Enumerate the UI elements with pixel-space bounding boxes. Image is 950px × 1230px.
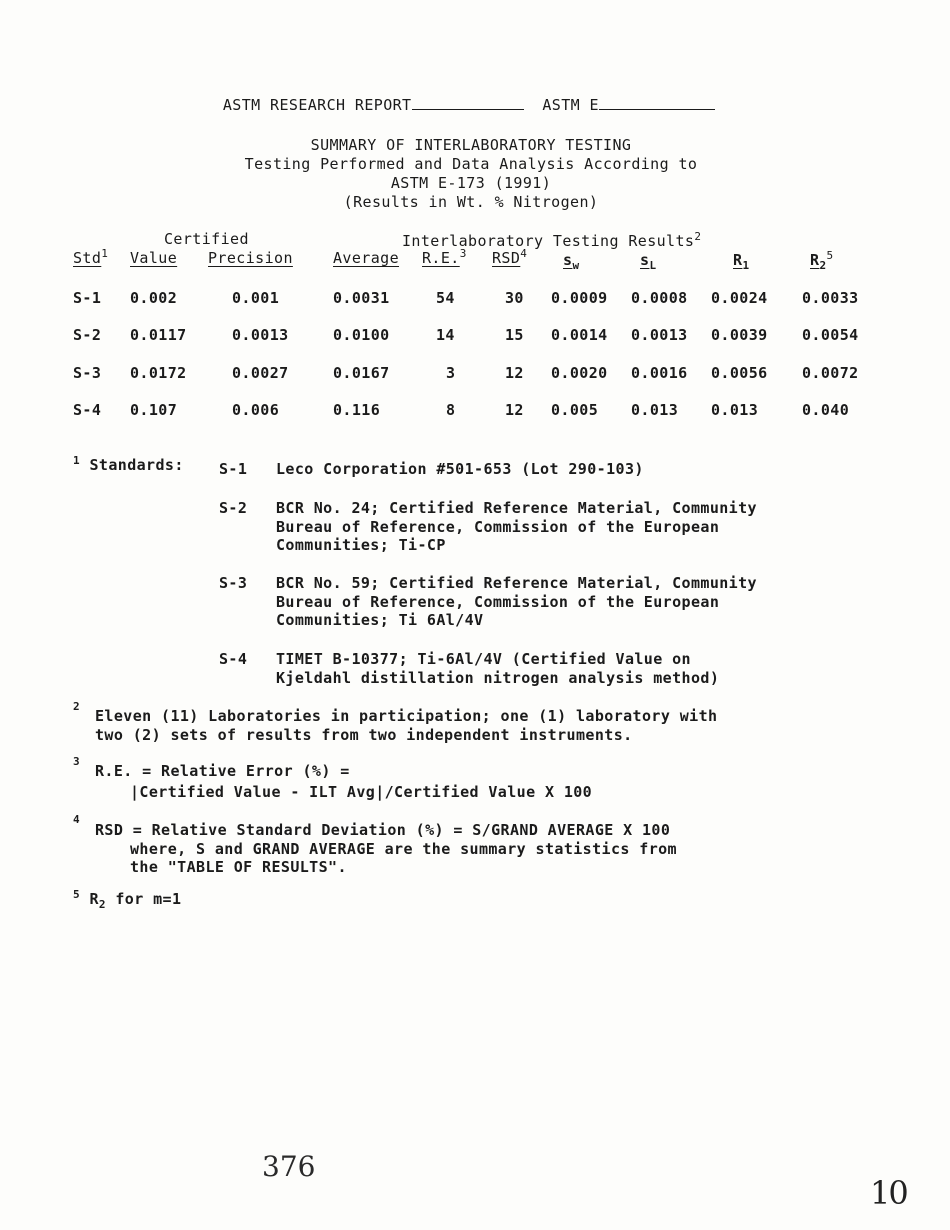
report-number-blank [412,97,524,110]
footnote-mark: 4 [73,813,81,826]
title-line-4: (Results in Wt. % Nitrogen) [343,193,599,211]
standard-desc: Kjeldahl distillation nitrogen analysis method) [276,669,720,687]
footnote-text: RSD = Relative Standard Deviation (%) = S/GRAND AVERAGE X 100 [95,821,671,839]
footnote-mark: 2 [73,700,81,713]
title-line-2: Testing Performed and Data Analysis According to [244,155,698,173]
cell-precision: 0.0027 [232,364,289,382]
footnote-5: $^5$ $R_2$ for m=1 [73,888,182,911]
cell-std: S-3 [73,364,102,382]
cell-sw: 0.0014 [551,326,608,344]
cell-r2: 0.0072 [802,364,859,382]
col-std: Std$^1$ [73,247,109,267]
standard-id: S-4 [219,650,248,668]
cell-sl: 0.0013 [631,326,688,344]
cell-value: 0.107 [130,401,178,419]
page-number: 376 [262,1150,316,1183]
footnote-text: R.E. = Relative Error (%) = [95,762,350,780]
cell-rsd: 12 [505,401,524,419]
cell-rsd: 12 [505,364,524,382]
standard-desc: Bureau of Reference, Commission of the European [276,518,720,536]
standard-desc: BCR No. 59; Certified Reference Material, Community [276,574,757,592]
report-header [204,78,715,114]
col-sl: $s_L$ [640,251,657,272]
col-rsd: RSD$^4$ [492,247,528,267]
cell-re: 14 [436,326,455,344]
cell-average: 0.0031 [333,289,390,307]
cell-r1: 0.013 [711,401,759,419]
title-line-1: SUMMARY OF INTERLABORATORY TESTING [310,136,632,154]
cell-precision: 0.006 [232,401,280,419]
cell-average: 0.116 [333,401,381,419]
group-certified: Certified [164,230,249,248]
cell-value: 0.0172 [130,364,187,382]
col-re: R.E.$^3$ [422,247,467,267]
cell-value: 0.0117 [130,326,187,344]
col-sw: $s_w$ [563,251,580,272]
standard-id: S-3 [219,574,248,592]
footnote-text: two (2) sets of results from two independent instruments. [95,726,633,744]
footnote-text: the "TABLE OF RESULTS". [130,858,347,876]
cell-precision: 0.001 [232,289,280,307]
standard-desc: Communities; Ti-CP [276,536,446,554]
cell-rsd: 15 [505,326,524,344]
astm-label: ASTM E [542,96,599,114]
cell-sl: 0.0016 [631,364,688,382]
col-precision: Precision [208,249,293,267]
cell-sw: 0.005 [551,401,599,419]
cell-sw: 0.0009 [551,289,608,307]
report-label: ASTM RESEARCH REPORT [222,96,412,114]
cell-sl: 0.013 [631,401,679,419]
cell-std: S-1 [73,289,102,307]
group-ilt: Interlaboratory Testing Results$^2$ [402,230,702,250]
footnote-1: $^1$ Standards: [73,454,184,474]
footnote-text: Eleven (11) Laboratories in participation; one (1) laboratory with [95,707,718,725]
standard-desc: BCR No. 24; Certified Reference Material, Community [276,499,757,517]
astm-number-blank [599,97,715,110]
cell-precision: 0.0013 [232,326,289,344]
cell-value: 0.002 [130,289,178,307]
cell-r2: 0.0054 [802,326,859,344]
cell-r1: 0.0039 [711,326,768,344]
col-value: Value [130,249,178,267]
cell-std: S-2 [73,326,102,344]
cell-r2: 0.040 [802,401,850,419]
standard-id: S-1 [219,460,248,478]
title-line-3: ASTM E-173 (1991) [390,174,552,192]
cell-sl: 0.0008 [631,289,688,307]
footnote-text: |Certified Value - ILT Avg|/Certified Value X 100 [130,783,593,801]
cell-re: 3 [446,364,456,382]
footnote-text: where, S and GRAND AVERAGE are the summary statistics from [130,840,677,858]
standard-desc: Communities; Ti 6Al/4V [276,611,484,629]
standard-desc: TIMET B-10377; Ti-6Al/4V (Certified Value on [276,650,691,668]
footnote-mark: 3 [73,755,81,768]
col-r1: $R_1$ [733,251,750,272]
col-average: Average [333,249,400,267]
cell-r2: 0.0033 [802,289,859,307]
corner-number: 10 [870,1174,907,1212]
standard-desc: Bureau of Reference, Commission of the European [276,593,720,611]
standard-desc: Leco Corporation #501-653 (Lot 290-103) [276,460,644,478]
cell-r1: 0.0056 [711,364,768,382]
cell-re: 8 [446,401,456,419]
cell-sw: 0.0020 [551,364,608,382]
cell-re: 54 [436,289,455,307]
cell-average: 0.0167 [333,364,390,382]
standard-id: S-2 [219,499,248,517]
cell-rsd: 30 [505,289,524,307]
col-r2: $R_2^5$ [810,249,834,272]
cell-average: 0.0100 [333,326,390,344]
cell-std: S-4 [73,401,102,419]
cell-r1: 0.0024 [711,289,768,307]
